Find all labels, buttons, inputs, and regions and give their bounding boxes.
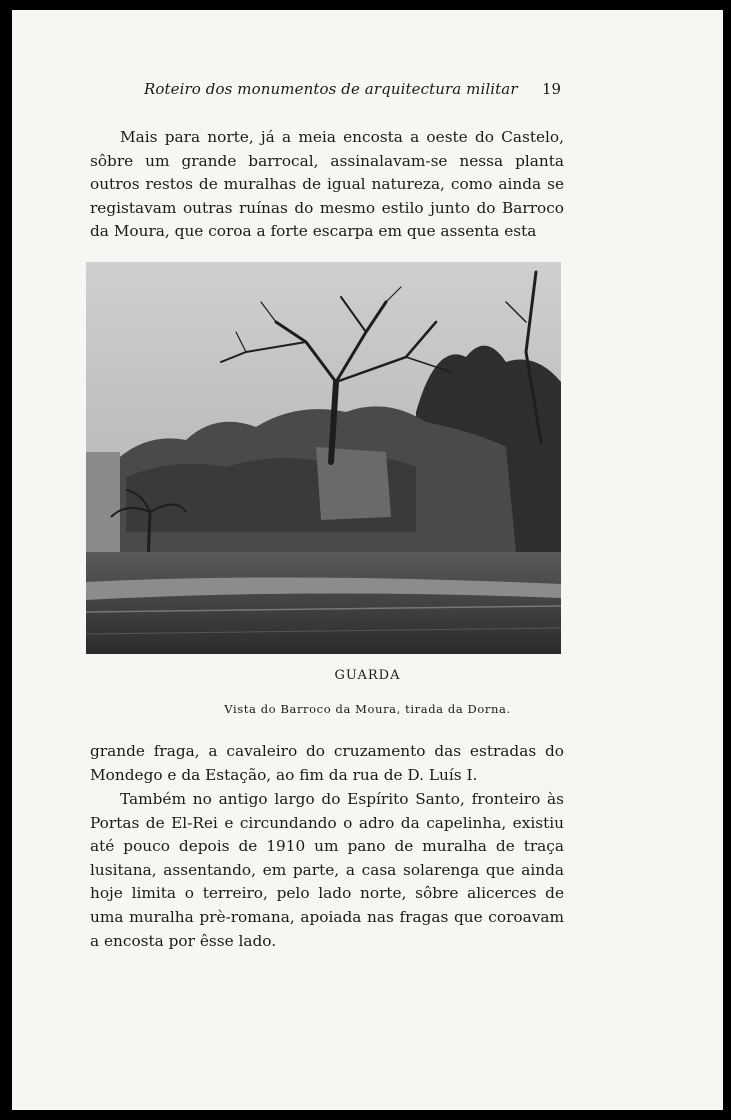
figure-title: GUARDA [334,668,401,683]
page-number: 19 [542,80,562,98]
paragraph-1 [90,126,564,244]
book-page [12,10,723,1110]
running-head [12,80,723,100]
paragraph-3 [90,788,564,953]
paragraph-3-text: Também no antigo largo do Espírito Santo, fronteiro às Portas de El-Rei e circundando o adro da capelinha, existiu até pouco depois de 1910 um pano de muralha de traça lusitana, assentando, em parte, a casa solarenga que ainda hoje limita o terreiro, pelo lado norte, sôbre alicerces de uma muralha prè-romana, apoiada nas fragas que coroavam a encosta por êsse lado. [90,790,564,950]
running-title: Roteiro dos monumentos de arquitectura militar [144,80,518,98]
photograph-barroco-da-moura [86,262,561,654]
paragraph-1-text: Mais para norte, já a meia encosta a oeste do Castelo, sôbre um grande barrocal, assinalavam-se nessa planta outros restos de muralhas de igual natureza, como ainda se registavam outras ruínas do mesmo estilo junto do Barroco da Moura, que coroa a forte escarpa em que assenta esta [90,128,564,241]
paragraph-2: grande fraga, a cavaleiro do cruzamento das estradas do Mondego e da Estação, ao fim da rua de D. Luís I. [90,742,564,784]
figure-caption: Vista do Barroco da Moura, tirada da Dorna. [224,702,511,716]
